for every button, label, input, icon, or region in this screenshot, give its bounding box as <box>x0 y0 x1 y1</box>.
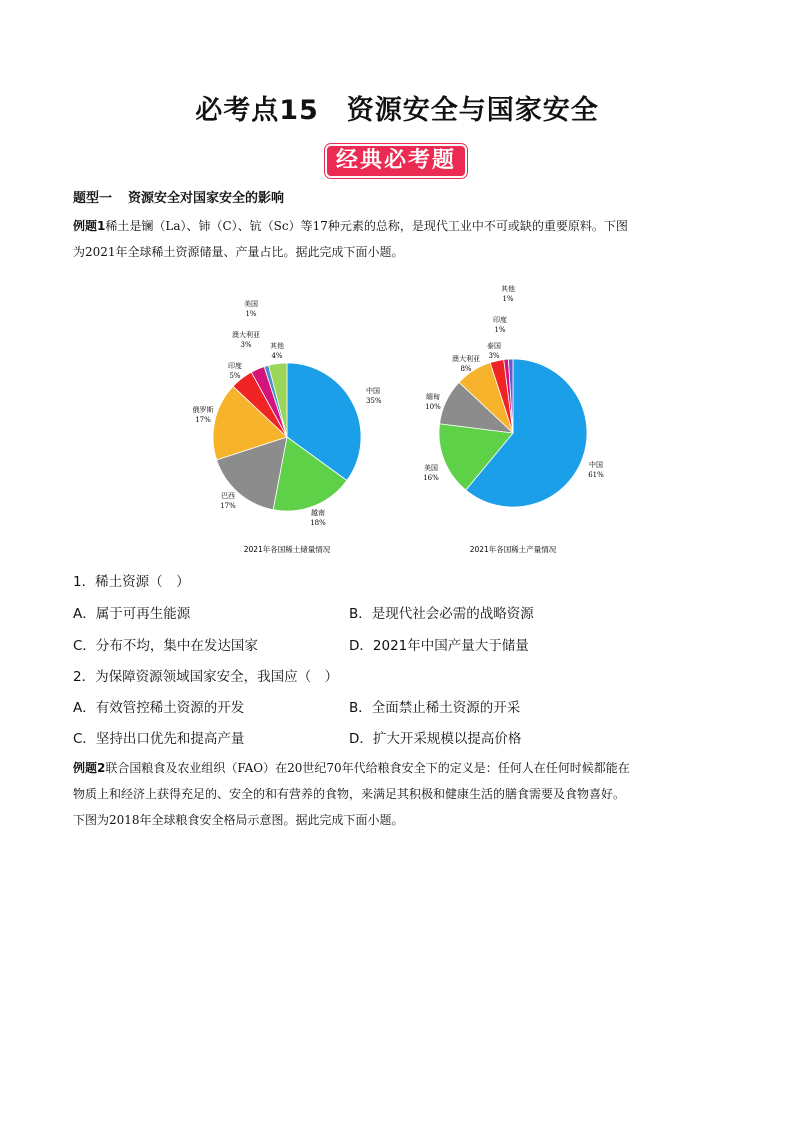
q1-option-a[interactable]: A．属于可再生能源 <box>73 606 191 622</box>
q1-option-b[interactable]: B．是现代社会必需的战略资源 <box>349 606 534 622</box>
slice-name-label: 澳大利亚 <box>232 331 260 339</box>
example1-line2: 为2021年全球稀土资源储量、产量占比。据此完成下面小题。 <box>73 245 404 259</box>
section-text: 资源安全对国家安全的影响 <box>128 191 285 206</box>
slice-name-label: 中国 <box>589 461 603 469</box>
slice-name-label: 越南 <box>311 509 325 517</box>
slice-name-label: 俄罗斯 <box>192 406 214 414</box>
slice-value-label: 1% <box>494 326 506 334</box>
classic-questions-badge: 经典必考题 <box>325 144 467 178</box>
example2-line3: 下图为2018年全球粮食安全格局示意图。据此完成下面小题。 <box>73 813 404 827</box>
slice-name-label: 其他 <box>501 285 515 293</box>
slice-value-label: 18% <box>310 519 326 527</box>
slice-value-label: 8% <box>460 365 472 373</box>
slice-value-label: 10% <box>425 403 441 411</box>
slice-name-label: 巴西 <box>221 492 235 500</box>
slice-name-label: 印度 <box>228 362 242 370</box>
slice-value-label: 1% <box>245 310 257 318</box>
chart2-caption: 2021年各国稀土产量情况 <box>469 545 557 554</box>
slice-name-label: 泰国 <box>487 342 501 350</box>
production-pie-chart <box>423 284 604 507</box>
q1-option-c[interactable]: C．分布不均，集中在发达国家 <box>73 638 258 654</box>
slice-name-label: 其他 <box>270 342 284 350</box>
slice-value-label: 3% <box>240 341 252 349</box>
slice-name-label: 澳大利亚 <box>452 355 480 363</box>
slice-value-label: 17% <box>195 416 211 424</box>
slice-value-label: 61% <box>588 471 604 479</box>
slice-name-label: 美国 <box>424 464 438 472</box>
example1-line1: 稀土是镧（La）、铈（C）、钪（Sc）等17种元素的总称，是现代工业中不可或缺的重要原料。下图 <box>105 219 628 233</box>
example2-paragraph <box>73 755 723 833</box>
example1-label: 例题1 <box>73 219 106 233</box>
example2-line1: 联合国粮食及农业组织（FAO）在20世纪70年代给粮食安全下的定义是：任何人在任何时候都能在 <box>105 761 630 775</box>
q2-option-b[interactable]: B．全面禁止稀土资源的开采 <box>349 700 521 716</box>
slice-value-label: 4% <box>271 352 283 360</box>
reserves-pie-chart <box>193 299 382 527</box>
page-title: 必考点15 资源安全与国家安全 <box>195 95 599 126</box>
section-label: 题型一 <box>73 191 113 206</box>
example1-paragraph <box>73 213 723 265</box>
example2-label: 例题2 <box>73 761 106 775</box>
slice-value-label: 35% <box>366 397 382 405</box>
slice-value-label: 3% <box>488 352 500 360</box>
slice-name-label: 缅甸 <box>426 393 440 401</box>
slice-name-label: 印度 <box>493 316 507 324</box>
q2-option-a[interactable]: A．有效管控稀土资源的开发 <box>73 700 245 716</box>
question-2-stem: 2．为保障资源领域国家安全，我国应（ ） <box>73 669 339 685</box>
q2-option-d[interactable]: D．扩大开采规模以提高价格 <box>349 731 522 747</box>
slice-name-label: 中国 <box>366 387 380 395</box>
q1-option-d[interactable]: D．2021年中国产量大于储量 <box>349 638 529 654</box>
question-1-stem: 1．稀土资源（ ） <box>73 574 190 590</box>
slice-value-label: 5% <box>229 372 241 380</box>
example2-line2: 物质上和经济上获得充足的、安全的和有营养的食物，来满足其积极和健康生活的膳食需要及食物喜好。 <box>73 787 626 801</box>
slice-value-label: 17% <box>220 502 236 510</box>
section-heading <box>73 187 284 206</box>
charts-figure <box>0 275 794 565</box>
slice-value-label: 1% <box>502 295 514 303</box>
slice-value-label: 16% <box>423 474 439 482</box>
q2-option-c[interactable]: C．坚持出口优先和提高产量 <box>73 731 245 747</box>
slice-name-label: 美国 <box>244 300 258 308</box>
chart1-caption: 2021年各国稀土储量情况 <box>243 545 331 554</box>
